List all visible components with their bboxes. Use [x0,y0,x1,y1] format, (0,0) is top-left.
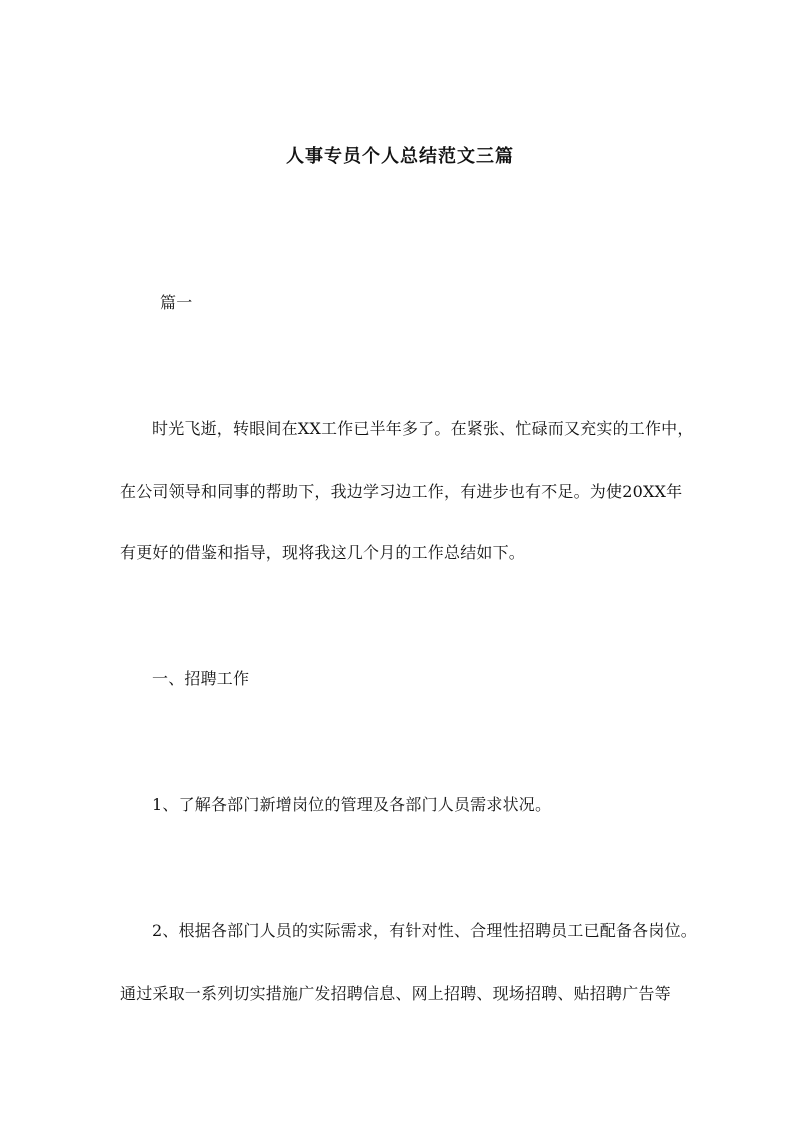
document-title: 人事专员个人总结范文三篇 [286,146,514,167]
section-label: 篇一 [160,293,193,312]
paragraph-line: 有更好的借鉴和指导，现将我这几个月的工作总结如下。 [120,543,526,562]
section-heading: 一、招聘工作 [152,669,250,688]
list-item-line: 通过采取一系列切实措施广发招聘信息、网上招聘、现场招聘、贴招聘广告等 [120,984,671,1003]
paragraph-line: 时光飞逝，转眼间在XX工作已半年多了。在紧张、忙碌而又充实的工作中， [152,419,694,438]
paragraph-line: 在公司领导和同事的帮助下，我边学习边工作，有进步也有不足。为使20XX年 [120,482,683,501]
list-item-line: 2、根据各部门人员的实际需求，有针对性、合理性招聘员工已配备各岗位。 [152,921,697,940]
list-item: 1、了解各部门新增岗位的管理及各部门人员需求状况。 [152,795,552,814]
